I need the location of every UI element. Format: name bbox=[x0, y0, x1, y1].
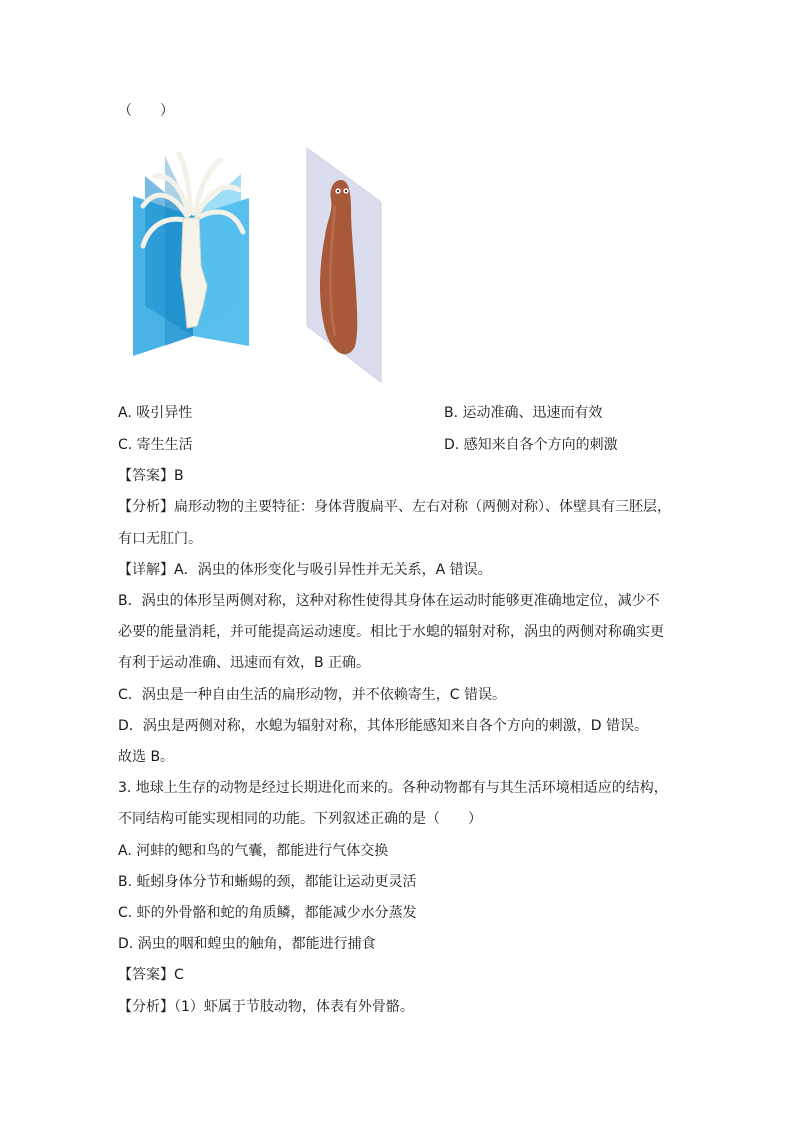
detail-text: 【详解】A．涡虫的体形变化与吸引异性并无关系，A 错误。 bbox=[118, 562, 492, 578]
analysis-text: 【分析】扁形动物的主要特征：身体背腹扁平、左右对称（两侧对称）、体壁具有三胚层， bbox=[118, 499, 671, 515]
answer-label: 【答案】B bbox=[118, 468, 184, 484]
option-a: A. 河蚌的鳃和鸟的气囊，都能进行气体交换 bbox=[118, 843, 389, 859]
option-c: C. 寄生生活 bbox=[118, 437, 193, 453]
question-stem: 不同结构可能实现相同的功能。下列叙述正确的是（ ） bbox=[118, 811, 482, 827]
question-paren: （ ） bbox=[118, 103, 174, 119]
option-d: D. 涡虫的咽和蝗虫的触角，都能进行捕食 bbox=[118, 936, 376, 952]
option-b: B. 蚯蚓身体分节和蜥蜴的颈，都能让运动更灵活 bbox=[118, 874, 417, 890]
detail-text: B．涡虫的体形呈两侧对称，这种对称性使得其身体在运动时能够更准确地定位，减少不 bbox=[118, 593, 660, 609]
option-c: C. 虾的外骨骼和蛇的角质鳞，都能减少水分蒸发 bbox=[118, 905, 417, 921]
option-a: A. 吸引异性 bbox=[118, 405, 193, 421]
detail-text: C．涡虫是一种自由生活的扁形动物，并不依赖寄生，C 错误。 bbox=[118, 687, 506, 703]
detail-text: 有利于运动准确、迅速而有效，B 正确。 bbox=[118, 655, 371, 671]
conclusion-text: 故选 B。 bbox=[118, 749, 175, 765]
hydra-figure bbox=[125, 146, 255, 358]
analysis-text: 【分析】（1）虾属于节肢动物，体表有外骨骼。 bbox=[118, 999, 414, 1015]
answer-label: 【答案】C bbox=[118, 967, 184, 983]
option-b: B. 运动准确、迅速而有效 bbox=[444, 405, 603, 421]
detail-text: D．涡虫是两侧对称，水螅为辐射对称，其体形能感知来自各个方向的刺激，D 错误。 bbox=[118, 718, 649, 734]
planarian-figure bbox=[305, 146, 385, 384]
option-d: D. 感知来自各个方向的刺激 bbox=[444, 437, 618, 453]
analysis-text: 有口无肛门。 bbox=[118, 531, 202, 547]
question-stem: 3. 地球上生存的动物是经过长期进化而来的。各种动物都有与其生活环境相适应的结构， bbox=[118, 780, 668, 796]
detail-text: 必要的能量消耗，并可能提高运动速度。相比于水螅的辐射对称，涡虫的两侧对称确实更 bbox=[118, 624, 664, 640]
